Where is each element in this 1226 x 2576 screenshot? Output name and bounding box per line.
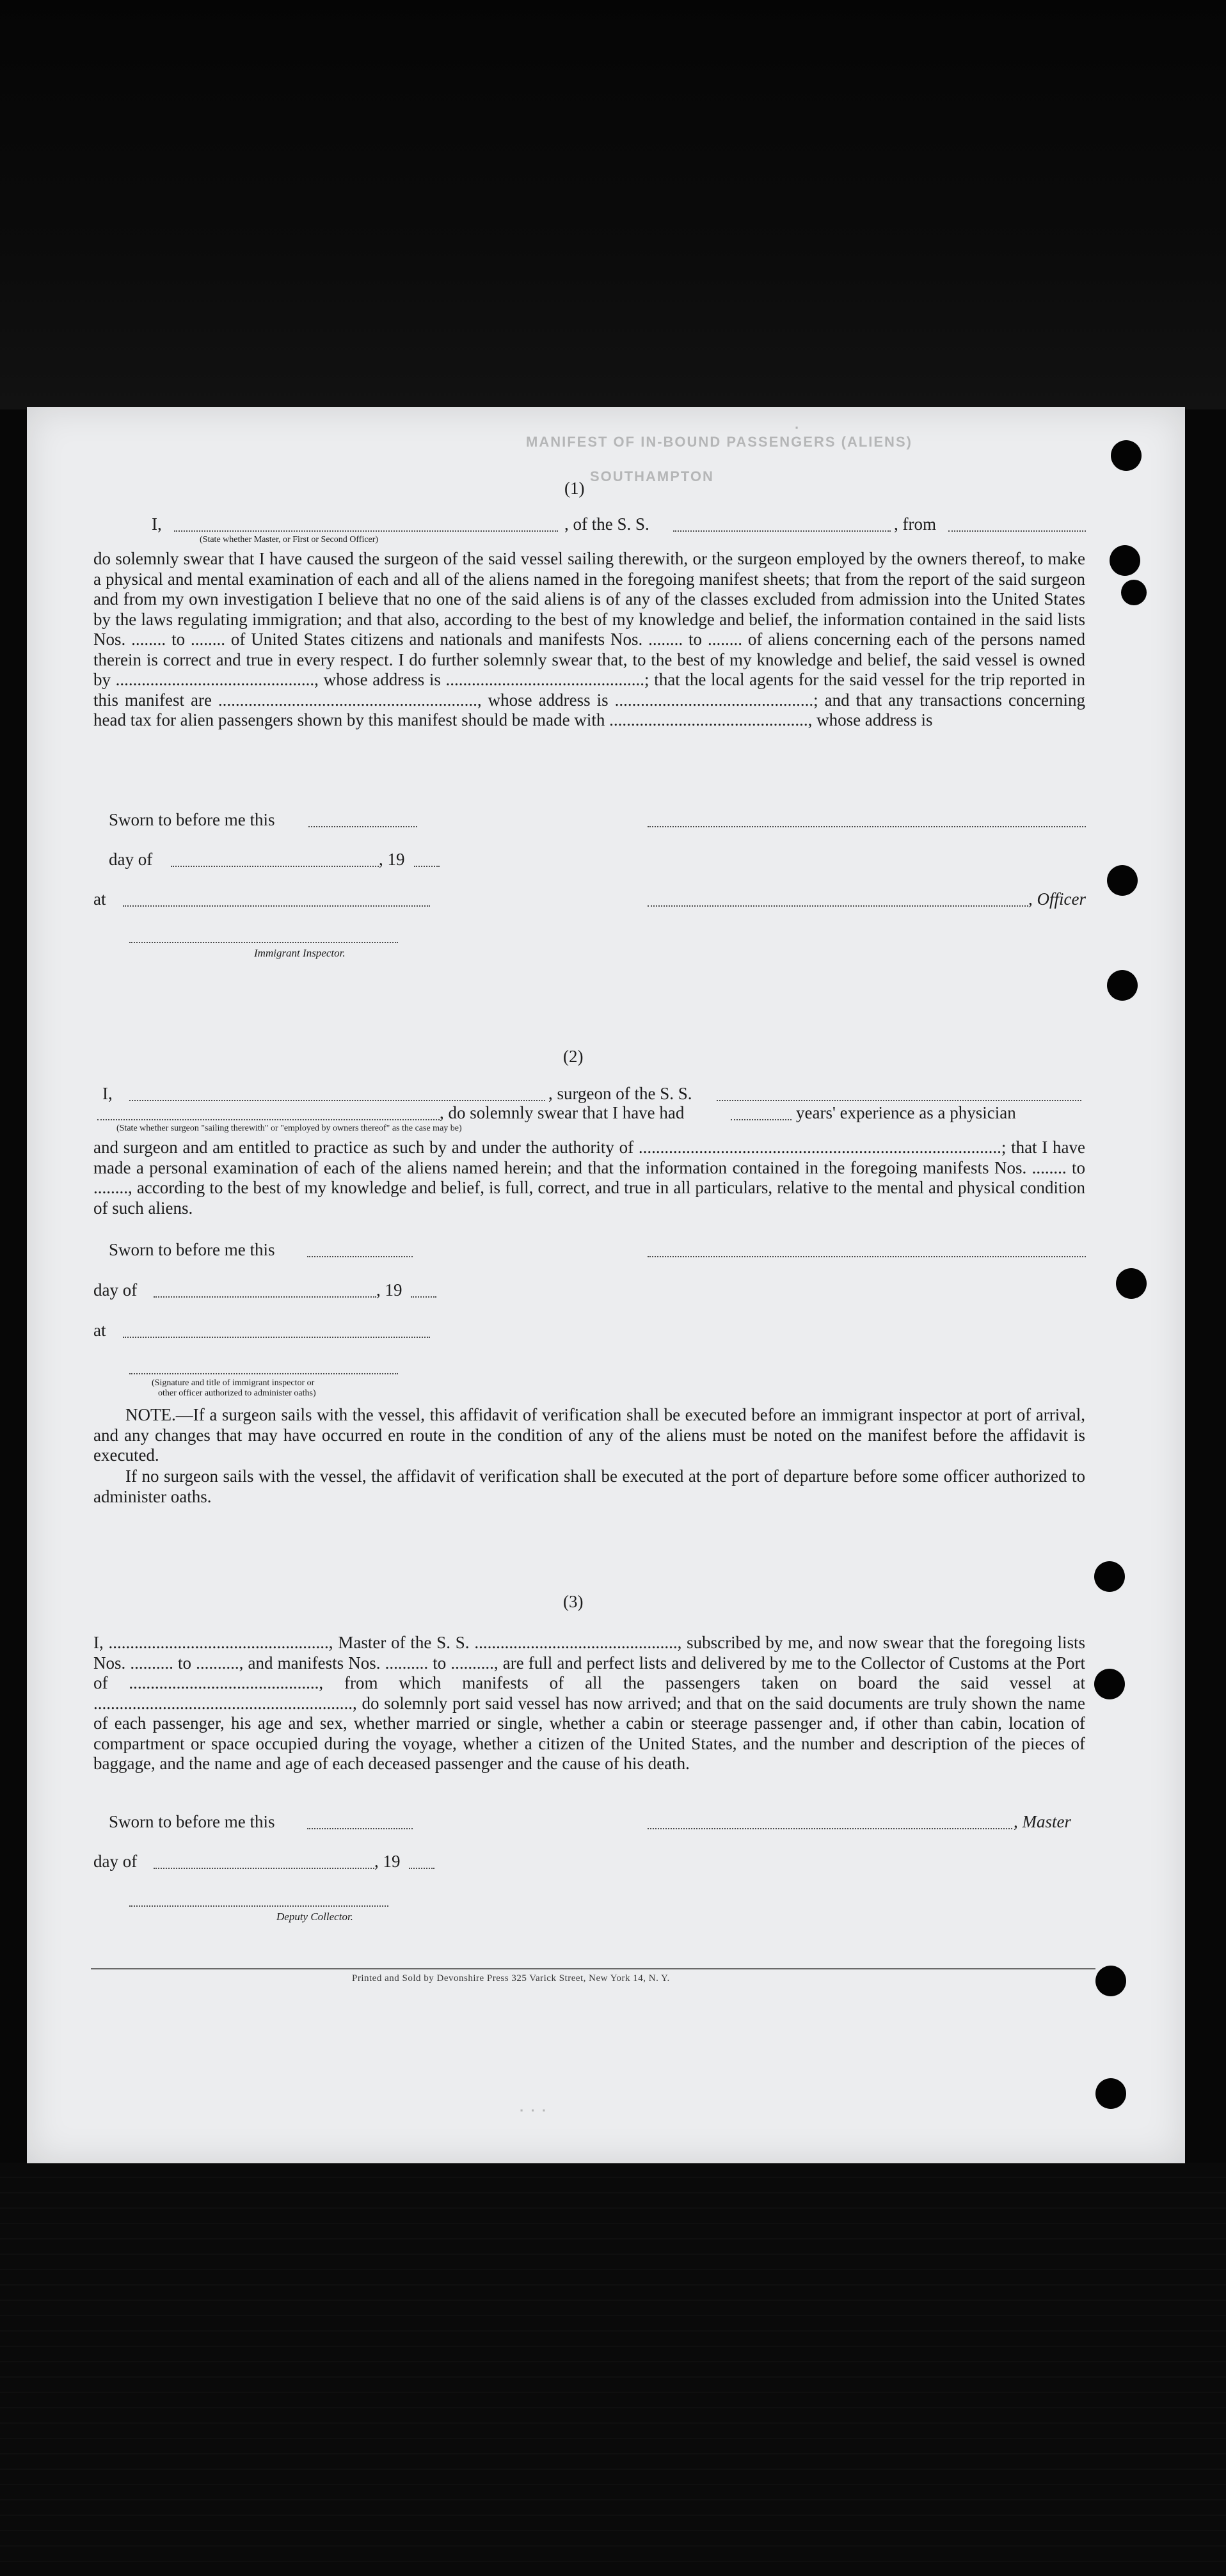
punch-hole [1110, 545, 1140, 576]
s1-sworn-blank[interactable] [308, 826, 417, 827]
master-signature-blank[interactable] [648, 1828, 1012, 1829]
collector-signature-blank[interactable] [129, 1905, 388, 1907]
punch-hole [1107, 970, 1138, 1001]
punch-hole [1111, 440, 1142, 471]
s3-year-blank[interactable] [409, 1868, 434, 1869]
s2-inspector-signature-blank[interactable] [129, 1373, 398, 1374]
s2-sworn-blank[interactable] [307, 1256, 413, 1257]
name-blank[interactable] [174, 530, 558, 532]
s1-line1-i: I, [152, 514, 162, 534]
s1-line1-from: , from [894, 514, 936, 534]
printer-imprint: Printed and Sold by Devonshire Press 325 Varick Street, New York 14, N. Y. [352, 1973, 670, 1984]
bleed-through-text: MANIFEST OF IN-BOUND PASSENGERS (ALIENS) [526, 434, 912, 450]
inspector-label: Immigrant Inspector. [254, 947, 346, 959]
s2-note-2: If no surgeon sails with the vessel, the affidavit of verification shall be executed at the port of departure before some officer authorized to administer oaths. [93, 1467, 1085, 1506]
section-2-heading: (2) [563, 1047, 584, 1066]
s2-at-label: at [93, 1321, 106, 1340]
manifest-affidavit-page [27, 407, 1185, 2163]
s1-day-blank[interactable] [171, 866, 379, 867]
s2-sig-hint-2: other officer authorized to administer oaths) [158, 1388, 316, 1398]
s1-at-blank[interactable] [123, 905, 430, 907]
s2-oath-paragraph: and surgeon and am entitled to practice as such by and under the authority of ....................................................................................; that I have made a personal examination of each of the aliens named herein; and that the information contained in the foregoing manifests Nos. ........ to ........, according to the best of my knowledge and belief, is full, correct, and true in all particulars, relative to the mental and physical condition of such aliens. [93, 1138, 1085, 1218]
surgeon-name-blank[interactable] [129, 1100, 545, 1101]
bleed-through-text: · [795, 420, 801, 436]
surgeon-status-blank[interactable] [97, 1119, 440, 1120]
from-blank[interactable] [948, 530, 1086, 532]
punch-hole [1107, 865, 1138, 896]
s2-sig-hint-1: (Signature and title of immigrant inspector or [152, 1378, 315, 1388]
punch-hole [1116, 1268, 1147, 1299]
s2-note: NOTE.—If a surgeon sails with the vessel, this affidavit of verification shall be executed before an immigrant inspector at port of arrival, and any changes that may have occurred en route in the condition of any of the aliens must be noted on the manifest before the affidavit is executed. [93, 1405, 1085, 1465]
s1-day-label: day of [109, 850, 153, 869]
s1-sworn-signature-blank[interactable] [648, 826, 1086, 827]
s2-vessel-blank[interactable] [717, 1100, 1081, 1101]
section-3-heading: (3) [563, 1592, 584, 1611]
punch-hole [1094, 1669, 1125, 1699]
s3-day-blank[interactable] [154, 1868, 374, 1869]
years-blank[interactable] [731, 1119, 792, 1120]
s2-line1-i: I, [102, 1084, 113, 1103]
s1-year-blank[interactable] [414, 866, 440, 867]
dark-background-top [0, 0, 1226, 409]
punch-hole [1121, 580, 1147, 605]
bleed-through-text: SOUTHAMPTON [590, 468, 714, 484]
s1-oath-paragraph: do solemnly swear that I have caused the surgeon of the said vessel sailing therewith, or the surgeon employed by the owners thereof, to make a physical and mental examination of each and all of the aliens named in the foregoing manifest sheets; that from the report of the said surgeon and from my own investigation I believe that no one of the said aliens is of any of the classes excluded from admission into the United States by the laws regulating immigration; and that also, according to the best of my knowledge and belief, the information contained in the said lists Nos. ........ to ........ of United States citizens and nationals and manifests Nos. ........ to ........ of aliens concerning each of the persons named therein is correct and true in every respect. I do further solemnly swear that, to the best of my knowledge and belief, the said vessel is owned by .............................................., whose address is ..............................................; that the local agents for the said vessel for the trip reported in this manifest are ............................................................, whose address is ..............................................; and that any transactions concerning head tax for alien passengers shown by this manifest should be made with .............................................., whose address is [93, 549, 1085, 729]
punch-hole [1094, 1561, 1125, 1592]
s1-at-label: at [93, 889, 106, 909]
punch-hole [1095, 2078, 1126, 2109]
officer-label: , Officer [1028, 889, 1086, 909]
s2-sworn-label: Sworn to before me this [109, 1240, 275, 1259]
s3-sworn-label: Sworn to before me this [109, 1812, 275, 1831]
s3-day-label: day of [93, 1852, 138, 1871]
s2-line2-swear: , do solemnly swear that I have had [440, 1103, 685, 1122]
s2-line1-ss: , surgeon of the S. S. [548, 1084, 692, 1103]
s1-sworn-label: Sworn to before me this [109, 810, 275, 829]
s3-year-label: , 19 [374, 1852, 401, 1871]
s2-year-blank[interactable] [411, 1296, 436, 1298]
section-1-heading: (1) [564, 479, 585, 498]
vessel-blank[interactable] [673, 530, 891, 532]
master-label: , Master [1014, 1812, 1071, 1831]
officer-signature-blank[interactable] [648, 905, 1028, 907]
s1-rank-hint: (State whether Master, or First or Second Officer) [200, 535, 379, 545]
punch-hole [1095, 1966, 1126, 1996]
s3-oath-paragraph: I, ..................................................., Master of the S. S. ..............................................., subscribed by me, and now swear that the foregoing lists Nos. .......... to .........., and manifests Nos. .......... to .........., are full and perfect lists and delivered by me to the Collector of Customs at the Port of ............................................, from which manifests of all the passengers taken on board the said vessel at ............................................................, do solemnly port said vessel has now arrived; and that on the said documents are truly shown the name of each passenger, his age and sex, whether married or single, whether a cabin or steerage passenger and, if other than cabin, location of compartment or space occupied during the voyage, whether a citizen of the United States, and the number and description of the pieces of baggage, and the name and age of each deceased passenger and the cause of his death. [93, 1633, 1085, 1773]
footer-rule [91, 1968, 1095, 1969]
inspector-signature-blank[interactable] [129, 942, 398, 943]
s2-line2-years: years' experience as a physician [796, 1103, 1016, 1122]
s2-surgeon-hint: (State whether surgeon "sailing therewith" or "employed by owners thereof" as the case may be) [116, 1124, 462, 1133]
s1-line1-ss: , of the S. S. [564, 514, 649, 534]
bleed-through-text: · · · [520, 2103, 548, 2119]
collector-label: Deputy Collector. [276, 1911, 353, 1923]
dark-background-bottom [0, 2163, 1226, 2576]
s2-day-blank[interactable] [154, 1296, 376, 1298]
s2-year-label: , 19 [376, 1280, 402, 1300]
s3-sworn-blank[interactable] [307, 1828, 413, 1829]
s2-at-blank[interactable] [123, 1337, 430, 1338]
s2-sworn-signature-blank[interactable] [648, 1256, 1086, 1257]
s1-year-label: , 19 [379, 850, 405, 869]
s2-day-label: day of [93, 1280, 138, 1300]
